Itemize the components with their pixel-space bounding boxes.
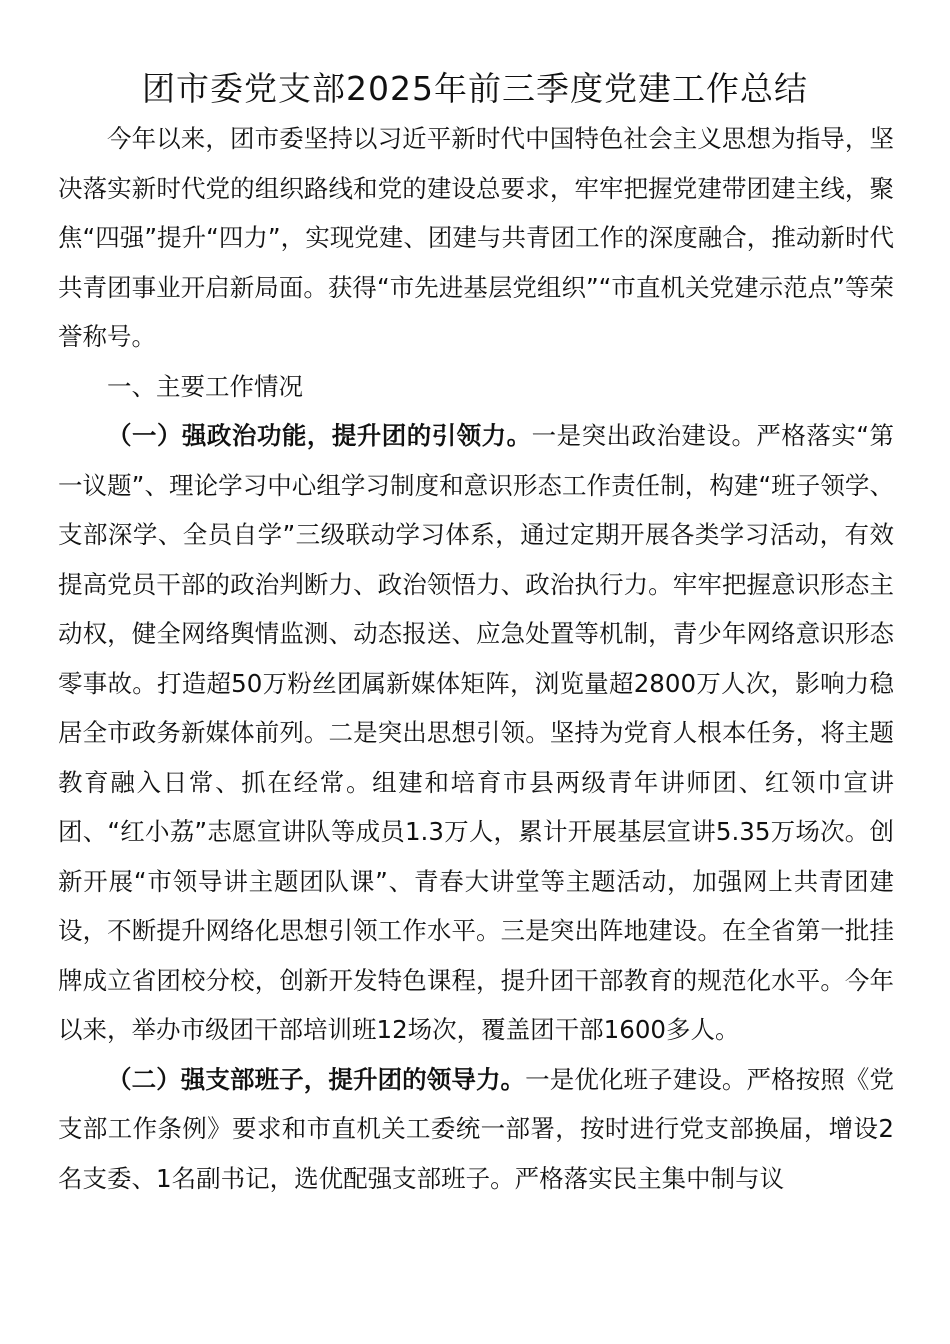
- subsection-paragraph-leadership: [58, 1055, 894, 1204]
- subsection-text-political: 一是突出政治建设。严格落实“第一议题”、理论学习中心组学习制度和意识形态工作责任制，构建“班子领学、支部深学、全员自学”三级联动学习体系，通过定期开展各类学习活动，有效提高党员干部的政治判断力、政治领悟力、政治执行力。牢牢把握意识形态主动权，健全网络舆情监测、动态报送、应急处置等机制，青少年网络意识形态零事故。打造超50万粉丝团属新媒体矩阵，浏览量超2800万人次，影响力稳居全市政务新媒体前列。二是突出思想引领。坚持为党育人根本任务，将主题教育融入日常、抓在经常。组建和培育市县两级青年讲师团、红领巾宣讲团、“红小荔”志愿宣讲队等成员1.3万人，累计开展基层宣讲5.35万场次。创新开展“市领导讲主题团队课”、青春大讲堂等主题活动，加强网上共青团建设，不断提升网络化思想引领工作水平。三是突出阵地建设。在全省第一批挂牌成立省团校分校，创新开发特色课程，提升团干部教育的规范化水平。今年以来，举办市级团干部培训班12场次，覆盖团干部1600多人。: [58, 421, 894, 1044]
- subsection-paragraph-political: [58, 411, 894, 1055]
- document-title: 团市委党支部2025年前三季度党建工作总结: [142, 69, 808, 108]
- document-body: [58, 114, 894, 1203]
- section-heading-main-work: 一、主要工作情况: [107, 371, 303, 401]
- intro-paragraph: 今年以来，团市委坚持以习近平新时代中国特色社会主义思想为指导，坚决落实新时代党的组织路线和党的建设总要求，牢牢把握党建带团建主线，聚焦“四强”提升“四力”，实现党建、团建与共青团工作的深度融合，推动新时代共青团事业开启新局面。获得“市先进基层党组织”“市直机关党建示范点”等荣誉称号。: [58, 124, 894, 351]
- subsection-text-leadership: 一是优化班子建设。严格按照《党支部工作条例》要求和市直机关工委统一部署，按时进行党支部换届，增设2名支委、1名副书记，选优配强支部班子。严格落实民主集中制与议: [58, 1064, 895, 1193]
- subsection-heading-leadership: （二）强支部班子，提升团的领导力。: [107, 1064, 526, 1094]
- subsection-heading-political: （一）强政治功能，提升团的引领力。: [107, 421, 532, 450]
